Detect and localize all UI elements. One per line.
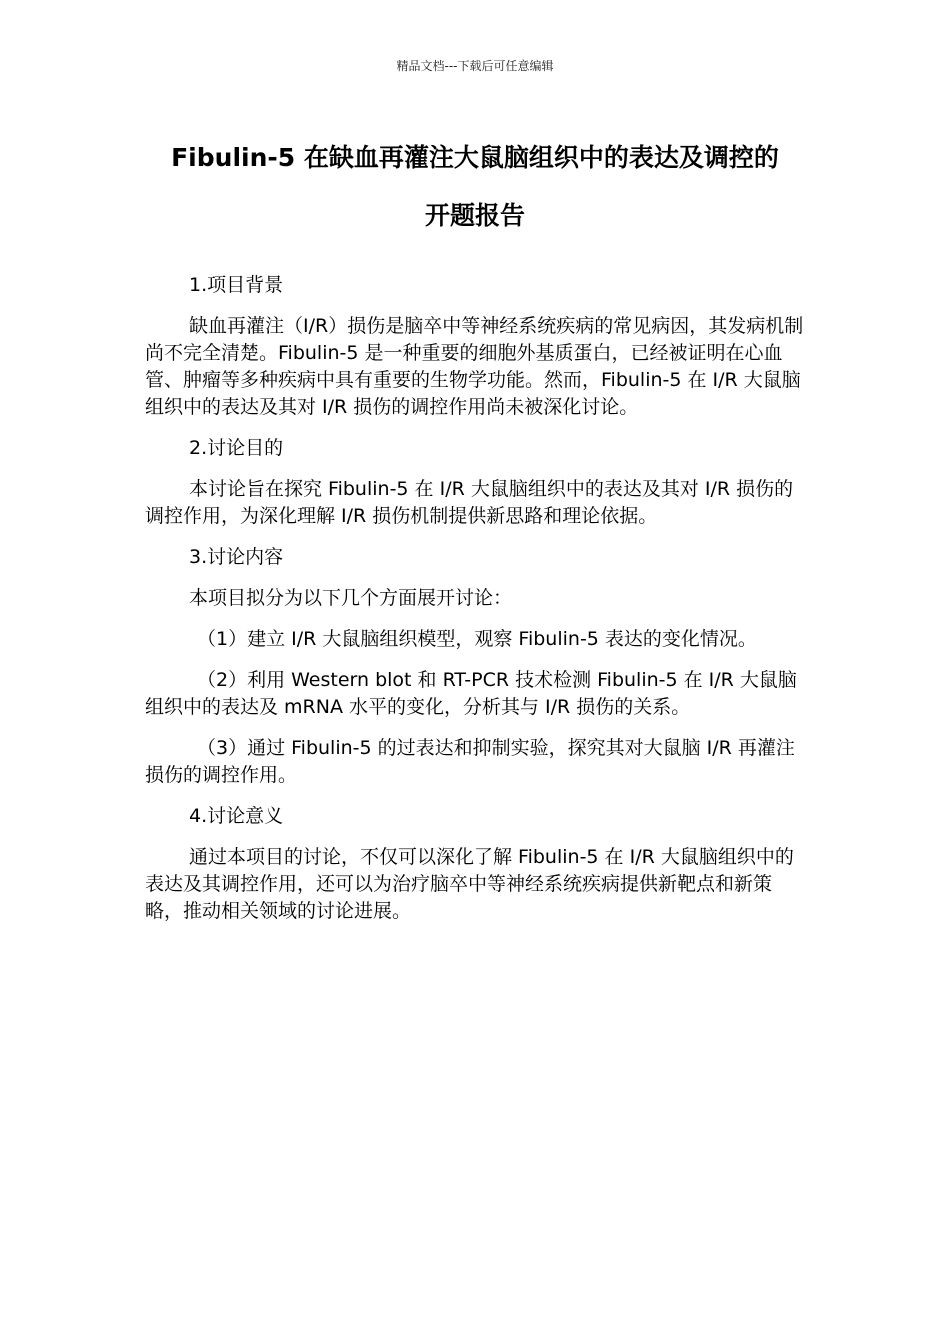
section-paragraph-content-intro: 本项目拟分为以下几个方面展开讨论：: [189, 587, 513, 609]
section-heading-purpose: 2.讨论目的: [189, 437, 284, 459]
list-item: （3）通过 Fibulin-5 的过表达和抑制实验，探究其对大鼠脑 I/R 再灌注损伤的调控作用。: [145, 737, 795, 786]
page-header: 精品文档---下载后可任意编辑: [396, 59, 554, 73]
section-heading-content: 3.讨论内容: [189, 546, 284, 568]
document-body: [145, 272, 805, 939]
section-paragraph-background: 缺血再灌注（I/R）损伤是脑卒中等神经系统疾病的常见病因，其发病机制尚不完全清楚。Fibulin-5 是一种重要的细胞外基质蛋白，已经被证明在心血管、肿瘤等多种疾病中具有重要的生物学功能。然而，Fibulin-5 在 I/R 大鼠脑组织中的表达及其对 I/R 损伤的调控作用尚未被深化讨论。: [145, 315, 804, 418]
document-title-line-2: 开题报告: [424, 201, 525, 230]
document-title-line-1: Fibulin-5 在缺血再灌注大鼠脑组织中的表达及调控的: [171, 143, 779, 172]
section-paragraph-significance: 通过本项目的讨论，不仅可以深化了解 Fibulin-5 在 I/R 大鼠脑组织中的表达及其调控作用，还可以为治疗脑卒中等神经系统疾病提供新靶点和新策略，推动相关领域的讨论进展。: [145, 846, 794, 922]
section-heading-background: 1.项目背景: [189, 274, 284, 296]
list-item: （1）建立 I/R 大鼠脑组织模型，观察 Fibulin-5 表达的变化情况。: [197, 628, 757, 650]
section-paragraph-purpose: 本讨论旨在探究 Fibulin-5 在 I/R 大鼠脑组织中的表达及其对 I/R 损伤的调控作用，为深化理解 I/R 损伤机制提供新思路和理论依据。: [145, 478, 794, 527]
list-item: （2）利用 Western blot 和 RT-PCR 技术检测 Fibulin-5 在 I/R 大鼠脑组织中的表达及 mRNA 水平的变化，分析其与 I/R 损伤的关系。: [145, 669, 797, 718]
section-heading-significance: 4.讨论意义: [189, 805, 284, 827]
